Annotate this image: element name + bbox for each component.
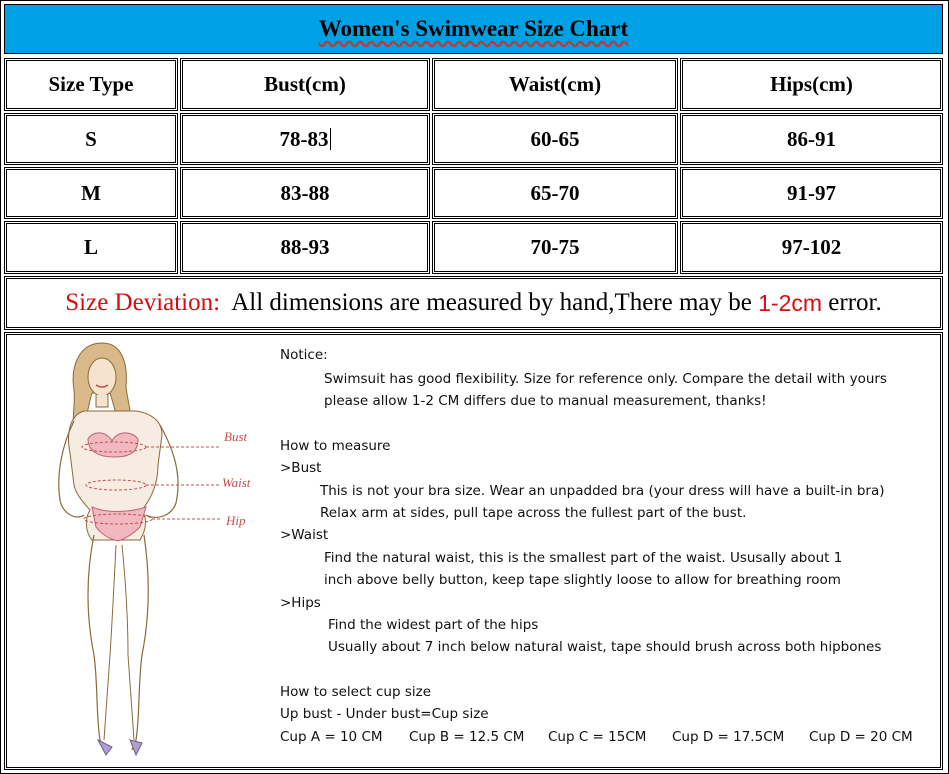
size-deviation-row: [4, 276, 943, 330]
cup-d-value: Cup D = 17.5CM: [672, 729, 785, 745]
notice-line: Swimsuit has good flexibility. Size for reference only. Compare the detail with yours: [324, 371, 887, 387]
hips-instruction: Find the widest part of the hips: [328, 617, 539, 633]
cup-size-title: How to select cup size: [280, 684, 432, 700]
bust-value: 78-83: [279, 126, 329, 151]
cup-size-formula: Up bust - Under bust=Cup size: [280, 706, 489, 722]
deviation-range: 1-2cm: [758, 289, 823, 316]
chart-title: Women's Swimwear Size Chart: [318, 16, 629, 41]
bust-instruction: This is not your bra size. Wear an unpadded bra (your dress will have a built-in bra): [320, 483, 885, 499]
waist-instruction: Find the natural waist, this is the smallest part of the waist. Ususally about 1: [324, 550, 843, 566]
header-hips: Hips(cm): [680, 58, 943, 111]
bust-instruction: Relax arm at sides, pull tape across the fullest part of the bust.: [320, 505, 747, 521]
hips-cell: 97-102: [680, 221, 943, 274]
cup-a-value: Cup A = 10 CM: [280, 729, 383, 745]
waist-title: >Waist: [280, 527, 329, 543]
bust-title: >Bust: [280, 460, 322, 476]
notice-title: Notice:: [280, 347, 328, 363]
cup-d-large-value: Cup D = 20 CM: [809, 729, 913, 745]
bust-cell[interactable]: [180, 113, 430, 165]
header-bust: Bust(cm): [180, 58, 430, 111]
notice-line: please allow 1-2 CM differs due to manual measurement, thanks!: [324, 393, 767, 409]
size-cell: S: [4, 113, 178, 165]
hips-instruction: Usually about 7 inch below natural waist, tape should brush across both hipbones: [328, 639, 882, 655]
header-size-type: Size Type: [4, 58, 178, 111]
title-bar: [4, 4, 943, 54]
header-waist: Waist(cm): [432, 58, 678, 111]
hips-cell: 91-97: [680, 167, 943, 219]
waist-cell: 65-70: [432, 167, 678, 219]
waist-cell: 70-75: [432, 221, 678, 274]
body-measurement-illustration: [40, 335, 280, 770]
deviation-label: Size Deviation:: [65, 289, 221, 316]
text-cursor: [330, 128, 331, 150]
deviation-suffix: error.: [822, 289, 882, 316]
size-cell: L: [4, 221, 178, 274]
bust-cell: 83-88: [180, 167, 430, 219]
cup-c-value: Cup C = 15CM: [548, 729, 647, 745]
hips-title: >Hips: [280, 595, 321, 611]
waist-label: Waist: [222, 475, 251, 490]
deviation-text: All dimensions are measured by hand,There may be: [220, 289, 759, 316]
bust-cell: 88-93: [180, 221, 430, 274]
waist-instruction: inch above belly button, keep tape slightly loose to allow for breathing room: [324, 572, 841, 588]
cup-b-value: Cup B = 12.5 CM: [409, 729, 525, 745]
hips-cell: 86-91: [680, 113, 943, 165]
bust-label: Bust: [224, 429, 248, 444]
waist-cell: 60-65: [432, 113, 678, 165]
hip-label: Hip: [226, 513, 246, 528]
how-to-measure-title: How to measure: [280, 438, 391, 454]
size-cell: M: [4, 167, 178, 219]
